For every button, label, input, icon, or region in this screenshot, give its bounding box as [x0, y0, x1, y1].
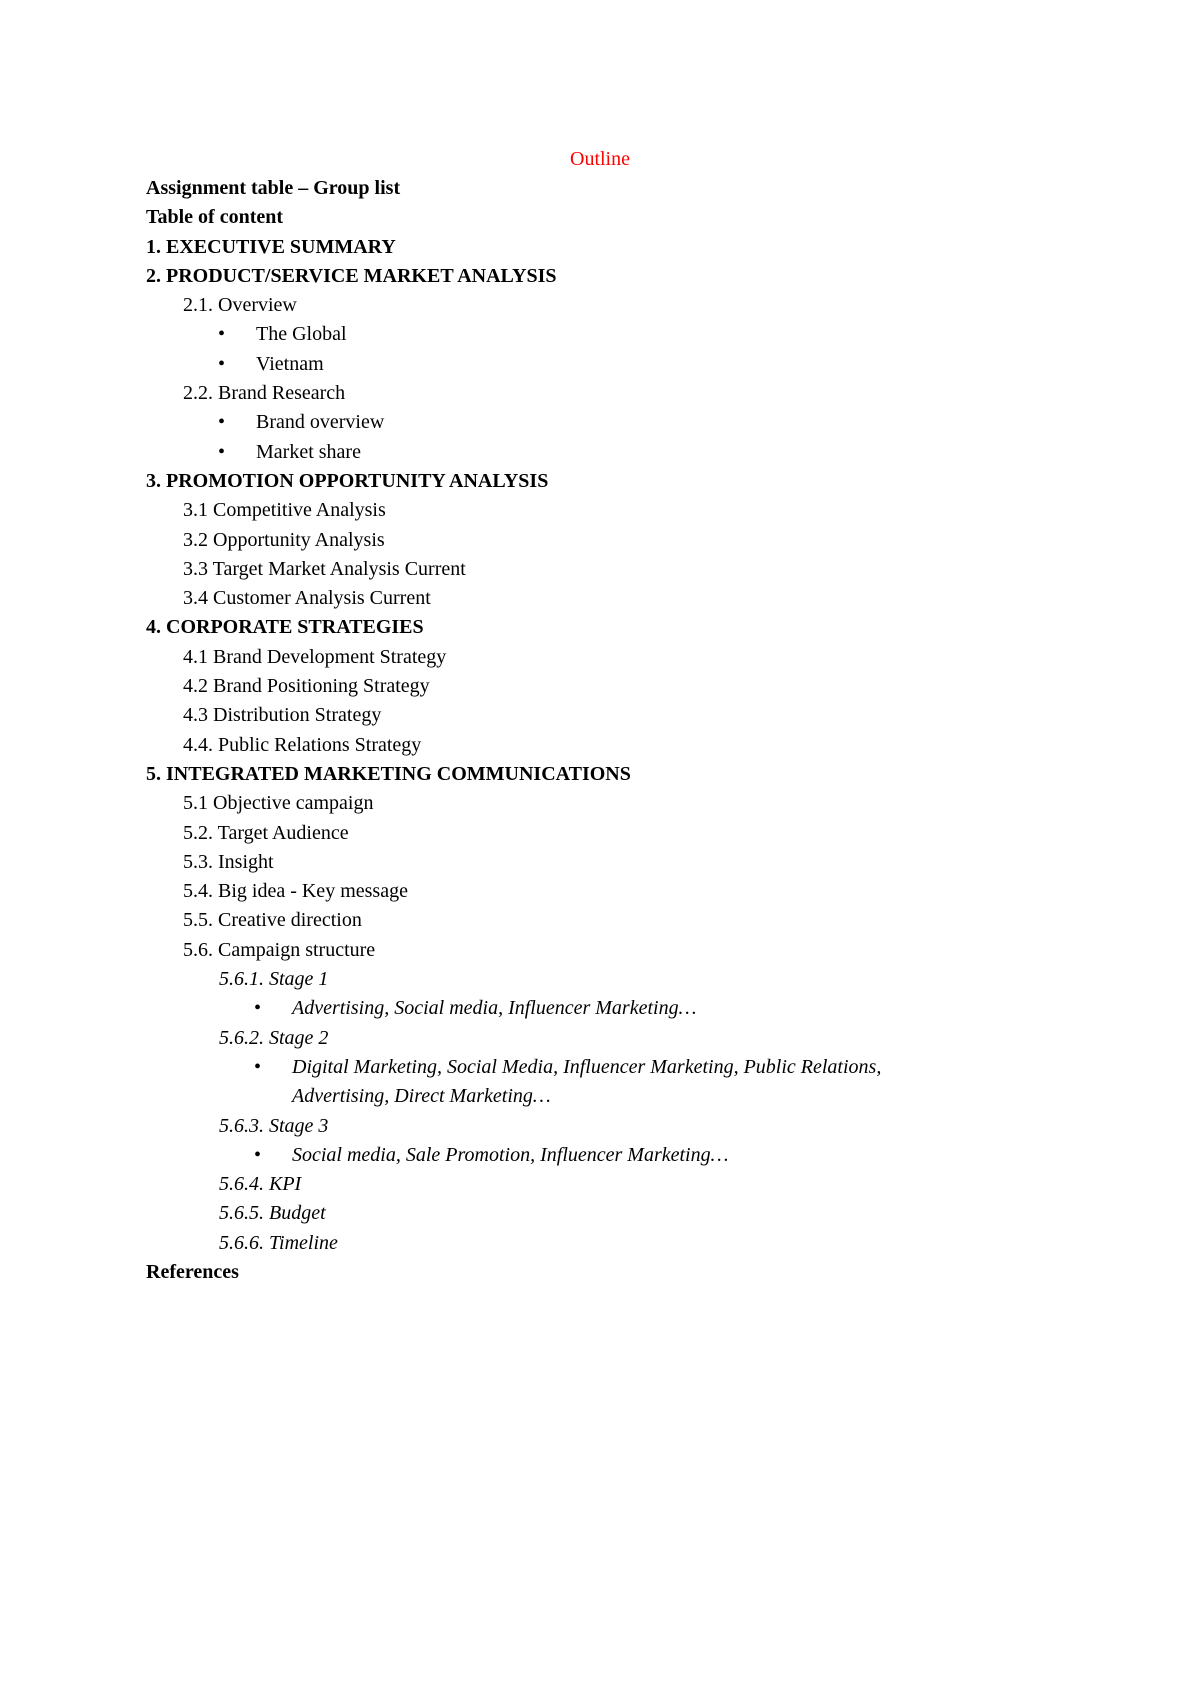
subsection-2-1: 2.1. Overview	[183, 294, 297, 317]
subsection-5-3: 5.3. Insight	[183, 850, 274, 873]
stage-5-6-3: 5.6.3. Stage 3	[219, 1114, 329, 1137]
toc-heading: Table of content	[146, 206, 284, 229]
subsection-4-1: 4.1 Brand Development Strategy	[183, 645, 447, 668]
stage-5-6-2: 5.6.2. Stage 2	[219, 1026, 329, 1049]
bullet-icon: •	[254, 1143, 262, 1166]
subsection-4-4: 4.4. Public Relations Strategy	[183, 733, 422, 756]
bullet-text: Advertising, Social media, Influencer Marketing…	[292, 997, 697, 1020]
subsection-3-1: 3.1 Competitive Analysis	[183, 499, 386, 522]
bullet-item	[146, 1053, 1146, 1082]
bullet-text: Brand overview	[256, 411, 385, 434]
document-title: Outline	[570, 148, 630, 170]
subsection-5-1: 5.1 Objective campaign	[183, 792, 374, 815]
bullet-icon: •	[218, 323, 226, 346]
subsection-5-5: 5.5. Creative direction	[183, 909, 362, 932]
section-3-heading: 3. PROMOTION OPPORTUNITY ANALYSIS	[146, 469, 549, 492]
subsection-3-3: 3.3 Target Market Analysis Current	[183, 557, 466, 580]
section-2-heading: 2. PRODUCT/SERVICE MARKET ANALYSIS	[146, 264, 557, 287]
bullet-icon: •	[254, 1055, 262, 1078]
bullet-text: Digital Marketing, Social Media, Influencer Marketing, Public Relations,	[292, 1055, 882, 1078]
bullet-text: Vietnam	[256, 352, 324, 375]
bullet-icon: •	[218, 411, 226, 434]
stage-5-6-6: 5.6.6. Timeline	[219, 1231, 338, 1254]
bullet-item	[146, 1141, 1146, 1170]
stage-5-6-5: 5.6.5. Budget	[219, 1202, 326, 1225]
bullet-icon: •	[218, 352, 226, 375]
assignment-heading: Assignment table – Group list	[146, 177, 401, 199]
bullet-item	[146, 438, 1146, 467]
bullet-item	[146, 994, 1146, 1023]
references-heading: References	[146, 1260, 239, 1283]
bullet-item	[146, 408, 1146, 437]
section-4-heading: 4. CORPORATE STRATEGIES	[146, 616, 424, 639]
bullet-item	[146, 350, 1146, 379]
subsection-3-4: 3.4 Customer Analysis Current	[183, 587, 431, 610]
stage-5-6-4: 5.6.4. KPI	[219, 1173, 302, 1196]
subsection-5-2: 5.2. Target Audience	[183, 821, 349, 844]
subsection-4-3: 4.3 Distribution Strategy	[183, 704, 382, 727]
subsection-5-6: 5.6. Campaign structure	[183, 938, 376, 961]
stage-5-6-1: 5.6.1. Stage 1	[219, 968, 329, 991]
outline-body	[146, 174, 1146, 1287]
subsection-3-2: 3.2 Opportunity Analysis	[183, 528, 385, 551]
bullet-icon: •	[254, 997, 262, 1020]
section-5-heading: 5. INTEGRATED MARKETING COMMUNICATIONS	[146, 762, 631, 785]
section-1-heading: 1. EXECUTIVE SUMMARY	[146, 235, 396, 258]
bullet-text: Market share	[256, 440, 361, 463]
bullet-icon: •	[218, 440, 226, 463]
bullet-text: Social media, Sale Promotion, Influencer Marketing…	[292, 1143, 729, 1166]
subsection-4-2: 4.2 Brand Positioning Strategy	[183, 675, 430, 698]
subsection-5-4: 5.4. Big idea - Key message	[183, 880, 408, 903]
subsection-2-2: 2.2. Brand Research	[183, 382, 346, 405]
bullet-item	[146, 320, 1146, 349]
bullet-continuation: Advertising, Direct Marketing…	[292, 1085, 551, 1108]
bullet-text: The Global	[256, 323, 347, 346]
